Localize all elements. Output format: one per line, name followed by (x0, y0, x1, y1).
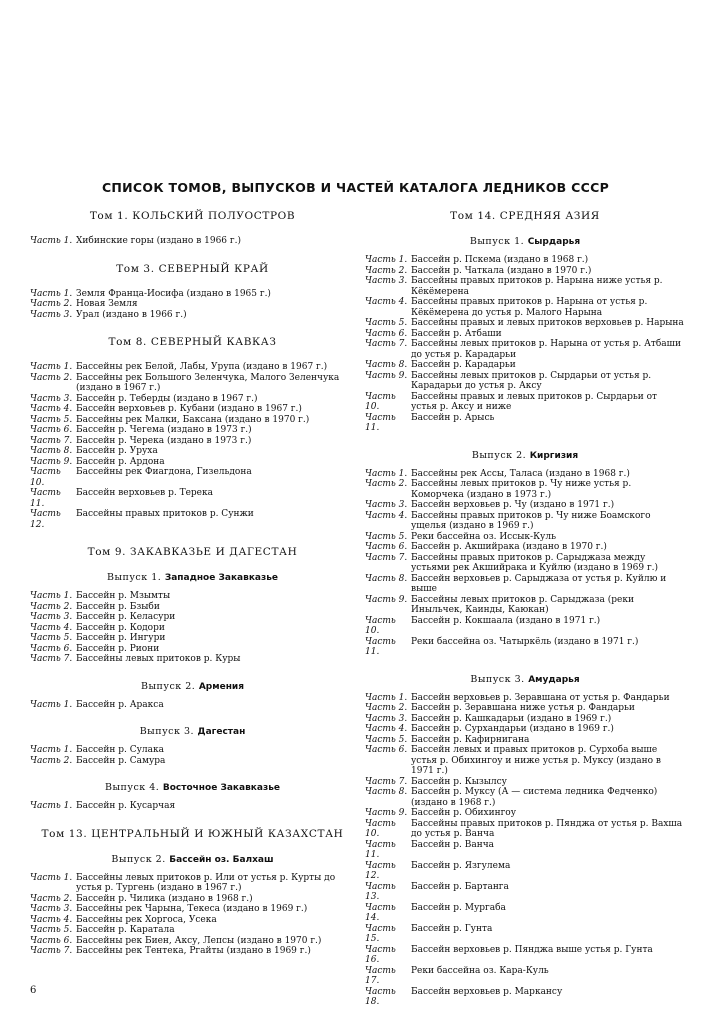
list-item (365, 532, 685, 543)
issue-heading (365, 236, 685, 247)
part-label: Часть 8. (365, 787, 408, 797)
list-item (30, 946, 355, 957)
part-label: Часть 4. (365, 724, 408, 734)
list-item (30, 915, 355, 926)
part-label: Часть 8. (365, 573, 408, 584)
part-text: Бассейн р. Ингури (76, 633, 166, 643)
list-item (365, 360, 685, 371)
part-list (365, 255, 685, 434)
part-label: Часть 3. (365, 713, 408, 724)
issue-number: Выпуск 2. (140, 680, 196, 692)
part-label: Часть 1. (365, 255, 408, 265)
part-text: Бассейн левых и правых притоков р. Сурхоба выше устья р. Обихингоу и ниже устья р. Муксу (издано в 1971 г.) (411, 745, 661, 776)
part-label: Часть 7. (365, 552, 408, 563)
part-label: Часть 1. (30, 872, 73, 883)
part-text: Реки бассейна оз. Чатыркёль (издано в 1971 г.) (411, 636, 639, 647)
list-item (30, 425, 355, 436)
part-text: Бассейны рек Фиагдона, Гизельдона (76, 467, 252, 477)
part-list (30, 801, 355, 812)
part-text: Бассейны левых притоков р. Сарыджаза (реки Иныльчек, Каинды, Каюкан) (411, 594, 634, 615)
list-item (30, 612, 355, 623)
issue-name: Армения (198, 681, 244, 692)
part-text: Бассейн р. Бзыби (76, 601, 160, 612)
part-label: Часть 1. (30, 288, 73, 299)
part-text: Бассейны правых притоков р. Чу ниже Боамского ущелья (издано в 1969 г.) (411, 510, 651, 531)
part-label: Часть 6. (30, 935, 73, 946)
left-column (30, 210, 355, 973)
part-text: Бассейны рек Малки, Баксана (издано в 1970 г.) (76, 414, 310, 425)
issue-number: Выпуск 3. (470, 673, 525, 685)
part-label: Часть 2. (30, 372, 73, 383)
part-text: Бассейн верховьев р. Маркансу (411, 986, 563, 997)
part-label: Часть 3. (365, 276, 408, 286)
part-text: Бассейн р. Бартанга (411, 881, 509, 892)
part-list (30, 289, 355, 321)
list-item (30, 362, 355, 373)
list-item (365, 637, 685, 658)
part-text: Бассейн р. Чилика (издано в 1968 г.) (76, 893, 253, 904)
list-item (365, 371, 685, 392)
part-label: Часть 7. (30, 654, 73, 664)
list-item (30, 446, 355, 457)
part-text: Бассейн р. Кокшаала (издано в 1971 г.) (411, 615, 601, 626)
part-text: Бассейны правых притоков р. Сунжи (76, 509, 254, 519)
part-label: Часть 10. (365, 615, 396, 636)
issue-heading (365, 674, 685, 685)
volume-heading: Том 14. СРЕДНЯЯ АЗИЯ (450, 210, 600, 222)
list-item (30, 373, 355, 394)
part-text: Бассейн р. Кызылсу (411, 776, 507, 787)
part-text: Бассейн р. Кашкадарьи (издано в 1969 г.) (411, 713, 612, 724)
part-text: Бассейны правых притоков р. Сарыджаза между устьями рек Акшийрака и Куйлю (издано в 1969 г.) (411, 552, 659, 573)
part-label: Часть 17. (365, 965, 396, 986)
part-text: Бассейны левых притоков р. Или от устья р. Курты до устья р. Тургень (издано в 1967 г.) (76, 872, 336, 893)
list-item (365, 924, 685, 945)
part-text: Бассейны левых притоков р. Чу ниже устья р. Коморчека (издано в 1973 г.) (411, 479, 632, 500)
part-label: Часть 5. (365, 531, 408, 542)
part-label: Часть 12. (30, 509, 61, 530)
list-item (365, 777, 685, 788)
part-text: Хибинские горы (издано в 1966 г.) (76, 236, 241, 246)
list-item (30, 756, 355, 767)
part-text: Бассейн верховьев р. Зеравшана от устья р. Фандарьи (411, 692, 670, 703)
part-label: Часть 1. (30, 699, 73, 710)
part-label: Часть 3. (30, 612, 73, 622)
part-text: Бассейн р. Зеравшана ниже устья р. Фандарьи (411, 703, 635, 713)
part-list (30, 591, 355, 665)
part-label: Часть 2. (365, 479, 408, 489)
volume-heading: Том 3. СЕВЕРНЫЙ КРАЙ (116, 262, 269, 275)
volume-heading: Том 8. СЕВЕРНЫЙ КАВКАЗ (108, 336, 277, 348)
list-item (365, 469, 685, 480)
part-label: Часть 1. (30, 591, 73, 601)
part-label: Часть 4. (365, 297, 408, 307)
part-text: Бассейны правых и левых притоков верховьев р. Нарына (411, 318, 684, 328)
list-item (365, 745, 685, 777)
part-text: Бассейн р. Мзымты (76, 591, 171, 601)
part-label: Часть 2. (365, 703, 408, 713)
list-item (365, 735, 685, 746)
list-item (365, 553, 685, 574)
part-label: Часть 12. (365, 860, 396, 881)
list-item (30, 591, 355, 602)
list-item (30, 801, 355, 812)
part-label: Часть 3. (30, 904, 73, 914)
part-text: Бассейны левых притоков р. Сырдарьи от устья р. Карадарьи до устья р. Аксу (411, 370, 652, 391)
part-label: Часть 7. (365, 776, 408, 787)
issue-heading (30, 726, 355, 737)
part-label: Часть 10. (365, 391, 396, 412)
list-item (30, 457, 355, 468)
issue-name: Бассейн оз. Балхаш (169, 854, 274, 865)
part-text: Бассейн р. Арысь (411, 412, 495, 423)
part-label: Часть 3. (30, 393, 73, 404)
issue-name: Дагестан (197, 727, 246, 737)
list-item (365, 945, 685, 966)
part-text: Земля Франца-Иосифа (издано в 1965 г.) (76, 288, 271, 299)
list-item (365, 861, 685, 882)
issue-number: Выпуск 2. (111, 853, 166, 865)
list-item (30, 925, 355, 936)
part-label: Часть 1. (30, 236, 73, 246)
list-item (30, 904, 355, 915)
part-label: Часть 5. (30, 925, 73, 935)
part-text: Бассейн верховьев р. Терека (76, 488, 214, 498)
list-item (365, 392, 685, 413)
part-label: Часть 14. (365, 902, 396, 923)
list-item (30, 700, 355, 711)
volume-heading: Том 1. КОЛЬСКИЙ ПОЛУОСТРОВ (89, 210, 296, 222)
part-label: Часть 4. (30, 622, 73, 633)
part-text: Бассейн р. Сурхандарьи (издано в 1969 г.) (411, 724, 614, 734)
issue-heading (30, 681, 355, 692)
list-item (365, 840, 685, 861)
part-text: Бассейны рек Тентека, Ргайты (издано в 1969 г.) (76, 946, 311, 956)
issue-name: Восточное Закавказье (162, 783, 280, 793)
list-item (30, 894, 355, 905)
part-list (30, 700, 355, 711)
part-label: Часть 5. (365, 734, 408, 745)
list-item (30, 623, 355, 634)
part-text: Бассейны рек Белой, Лабы, Урупа (издано в 1967 г.) (76, 362, 328, 372)
part-text: Бассейн р. Теберды (издано в 1967 г.) (76, 393, 258, 404)
issue-number: Выпуск 3. (139, 726, 195, 737)
part-label: Часть 15. (365, 923, 396, 944)
list-item (365, 318, 685, 329)
part-label: Часть 2. (365, 265, 408, 276)
part-label: Часть 13. (365, 881, 396, 902)
part-text: Бассейн р. Риони (76, 643, 160, 654)
part-label: Часть 3. (365, 500, 408, 510)
issue-name: Киргизия (529, 450, 579, 461)
part-text: Бассейны рек Биен, Аксу, Лепсы (издано в 1970 г.) (76, 935, 322, 946)
part-text: Бассейн р. Сулака (76, 745, 164, 755)
part-text: Урал (издано в 1966 г.) (76, 309, 187, 320)
part-label: Часть 1. (30, 745, 73, 755)
list-item (30, 644, 355, 655)
part-text: Бассейн верховьев р. Чу (издано в 1971 г.) (411, 500, 615, 510)
list-item (365, 542, 685, 553)
list-item (365, 595, 685, 616)
part-text: Бассейны рек Ассы, Таласа (издано в 1968 г.) (411, 468, 630, 479)
part-label: Часть 11. (30, 488, 61, 509)
part-label: Часть 7. (30, 435, 73, 446)
list-item (365, 724, 685, 735)
part-label: Часть 9. (365, 370, 408, 381)
part-text: Бассейн р. Акшийрака (издано в 1970 г.) (411, 542, 607, 552)
part-label: Часть 2. (30, 601, 73, 612)
part-text: Бассейн верховьев р. Сарыджаза от устья р. Куйлю и выше (411, 573, 667, 594)
part-label: Часть 1. (365, 468, 408, 479)
list-item (365, 819, 685, 840)
part-label: Часть 11. (365, 412, 396, 433)
part-label: Часть 18. (365, 986, 396, 1007)
list-item (30, 936, 355, 947)
list-item (30, 745, 355, 756)
part-label: Часть 2. (30, 755, 73, 766)
part-label: Часть 9. (30, 456, 73, 467)
issue-heading (365, 450, 685, 461)
part-text: Бассейн р. Мургаба (411, 902, 506, 913)
part-text: Бассейн р. Аракса (76, 699, 164, 710)
issue-name: Амударья (528, 674, 580, 685)
part-label: Часть 10. (365, 818, 396, 839)
list-item (30, 299, 355, 310)
page-title: СПИСОК ТОМОВ, ВЫПУСКОВ И ЧАСТЕЙ КАТАЛОГА ЛЕДНИКОВ СССР (101, 180, 610, 195)
issue-name: Сырдарья (527, 237, 581, 247)
list-item (30, 633, 355, 644)
part-label: Часть 10. (30, 467, 61, 488)
part-text: Бассейн р. Самура (76, 755, 166, 766)
part-text: Бассейн р. Обихингоу (411, 808, 517, 818)
part-text: Бассейны правых и левых притоков р. Сырдарьи от устья р. Аксу и ниже (411, 391, 658, 412)
part-text: Бассейны рек Чарына, Текеса (издано в 1969 г.) (76, 904, 308, 914)
part-label: Часть 5. (30, 414, 73, 425)
part-text: Бассейны левых притоков р. Куры (76, 654, 241, 664)
list-item (365, 297, 685, 318)
part-text: Бассейны правых притоков р. Пянджа от устья р. Вахша до устья р. Ванча (411, 818, 683, 839)
part-text: Бассейн р. Карадарьи (411, 360, 516, 370)
part-list (30, 873, 355, 957)
part-label: Часть 4. (30, 404, 73, 414)
part-list (365, 693, 685, 1008)
part-text: Бассейн р. Муксу (А — система ледника Федченко) (издано в 1968 г.) (411, 787, 658, 808)
issue-number: Выпуск 4. (105, 782, 160, 793)
list-item (365, 500, 685, 511)
part-label: Часть 9. (365, 594, 408, 605)
issue-heading (30, 854, 355, 865)
part-label: Часть 1. (30, 801, 73, 811)
part-label: Часть 6. (365, 745, 408, 755)
issue-name: Западное Закавказье (164, 573, 279, 583)
part-label: Часть 16. (365, 944, 396, 965)
part-text: Бассейны левых притоков р. Нарына от устья р. Атбаши до устья р. Карадарьи (411, 339, 682, 360)
part-text: Бассейны правых притоков р. Нарына от устья р. Кёкёмерена до устья р. Малого Нарына (411, 297, 648, 318)
part-label: Часть 3. (30, 309, 73, 320)
part-label: Часть 6. (365, 542, 408, 552)
list-item (365, 987, 685, 1008)
volume-heading: Том 9. ЗАКАВКАЗЬЕ И ДАГЕСТАН (87, 546, 298, 558)
part-text: Бассейн верховьев р. Кубани (издано в 1967 г.) (76, 404, 302, 414)
list-item (30, 509, 355, 530)
issue-heading (30, 572, 355, 583)
list-item (30, 415, 355, 426)
part-label: Часть 5. (30, 633, 73, 643)
part-text: Бассейны рек Хоргоса, Усека (76, 914, 217, 925)
part-label: Часть 4. (30, 914, 73, 925)
part-text: Бассейны рек Большого Зеленчука, Малого Зеленчука (издано в 1967 г.) (76, 372, 340, 393)
part-label: Часть 2. (30, 299, 73, 309)
part-text: Новая Земля (76, 299, 138, 309)
part-text: Бассейн р. Атбаши (411, 328, 502, 339)
list-item (365, 882, 685, 903)
part-list (365, 469, 685, 658)
part-text: Бассейн р. Ардона (76, 456, 165, 467)
list-item (30, 236, 355, 247)
list-item (365, 276, 685, 297)
list-item (365, 693, 685, 704)
list-item (30, 654, 355, 665)
list-item (30, 404, 355, 415)
list-item (30, 394, 355, 405)
list-item (30, 873, 355, 894)
part-text: Бассейн р. Каратала (76, 925, 175, 935)
part-text: Бассейн р. Кафирнигана (411, 734, 530, 745)
part-label: Часть 5. (365, 318, 408, 328)
part-text: Бассейн р. Черека (издано в 1973 г.) (76, 435, 252, 446)
part-list (30, 745, 355, 766)
issue-number: Выпуск 1. (469, 236, 525, 247)
part-label: Часть 2. (30, 893, 73, 904)
list-item (30, 467, 355, 488)
part-text: Бассейн р. Келасури (76, 612, 176, 622)
part-text: Бассейн р. Кодори (76, 622, 165, 633)
page-number: 6 (30, 985, 37, 996)
issue-heading (30, 782, 355, 793)
list-item (365, 903, 685, 924)
part-label: Часть 11. (365, 839, 396, 860)
part-label: Часть 8. (365, 360, 408, 370)
part-label: Часть 7. (30, 946, 73, 956)
part-list (30, 362, 355, 530)
part-text: Бассейн р. Чегема (издано в 1973 г.) (76, 425, 252, 435)
list-item (365, 339, 685, 360)
part-text: Бассейн р. Уруха (76, 446, 158, 456)
part-label: Часть 1. (30, 362, 73, 372)
list-item (365, 266, 685, 277)
list-item (365, 966, 685, 987)
part-text: Бассейн р. Кусарчая (76, 801, 176, 811)
part-text: Бассейн верховьев р. Пянджа выше устья р. Гунта (411, 944, 653, 955)
part-label: Часть 6. (30, 425, 73, 435)
part-label: Часть 7. (365, 339, 408, 349)
list-item (30, 436, 355, 447)
list-item (30, 310, 355, 321)
list-item (365, 714, 685, 725)
part-label: Часть 1. (365, 692, 408, 703)
part-text: Бассейн р. Язгулема (411, 860, 511, 871)
part-label: Часть 11. (365, 636, 396, 657)
list-item (30, 488, 355, 509)
list-item (365, 616, 685, 637)
part-label: Часть 9. (365, 808, 408, 818)
list-item (365, 703, 685, 714)
part-label: Часть 6. (365, 328, 408, 339)
list-item (365, 511, 685, 532)
part-text: Бассейны правых притоков р. Нарына ниже устья р. Кёкёмерена (411, 276, 663, 297)
issue-number: Выпуск 1. (106, 572, 162, 583)
right-column (365, 210, 685, 1024)
part-label: Часть 6. (30, 643, 73, 654)
list-item (365, 479, 685, 500)
part-text: Бассейн р. Ванча (411, 839, 495, 850)
part-text: Бассейн р. Пскема (издано в 1968 г.) (411, 255, 589, 265)
list-item (30, 289, 355, 300)
issue-number: Выпуск 2. (471, 449, 527, 461)
list-item (30, 602, 355, 613)
part-text: Реки бассейна оз. Иссык-Куль (411, 531, 556, 542)
list-item (365, 808, 685, 819)
part-text: Бассейн р. Гунта (411, 923, 493, 934)
volume-heading: Том 13. ЦЕНТРАЛЬНЫЙ И ЮЖНЫЙ КАЗАХСТАН (41, 827, 344, 840)
part-label: Часть 4. (365, 510, 408, 521)
part-text: Бассейн р. Чаткала (издано в 1970 г.) (411, 265, 592, 276)
part-label: Часть 8. (30, 446, 73, 456)
list-item (365, 329, 685, 340)
list-item (365, 787, 685, 808)
part-text: Реки бассейна оз. Кара-Куль (411, 965, 549, 976)
list-item (365, 574, 685, 595)
list-item (365, 255, 685, 266)
part-list (30, 236, 355, 247)
list-item (365, 413, 685, 434)
